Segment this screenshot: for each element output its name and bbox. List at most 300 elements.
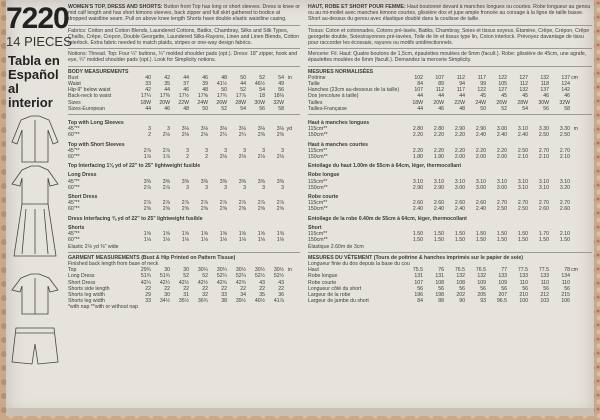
cell-value: 2⅝ [143,206,151,213]
cell-value: 42 [145,87,151,94]
cell-value: 2.20 [412,147,423,154]
cell-value: 3 [224,147,227,154]
cell-value: 36¾ [197,298,208,305]
cell-value: 1.50 [496,231,507,238]
cell-value: 2⅞ [162,184,170,191]
cell-value: 1.50 [433,237,444,244]
cell-value: 109 [477,279,486,286]
cell-value: 3⅜ [276,178,284,185]
cell-value: 30W [538,99,549,106]
cell-value: 124 [561,81,570,88]
cell-value: 2.70 [538,200,549,207]
cell-value: 51¾ [140,273,151,280]
cell-value: 1⅝ [238,231,246,238]
cell-value: 2⅛ [276,154,284,161]
cell-value: 76.5 [475,267,486,274]
cell-value: 99 [480,81,486,88]
cell-value: 45 [480,93,486,100]
envelope-edge [6,408,594,416]
cell-value: 2.40 [454,206,465,213]
row-label: Tailles [308,99,323,106]
cell-value: 2.70 [496,200,507,207]
row-label: Shorts leg width [68,291,105,298]
cell-value: 2⅝ [200,206,208,213]
cell-value: 3 [224,184,227,191]
cell-value: 22 [278,285,284,292]
cell-value: 1⅞ [143,154,151,161]
cell-value: 2.20 [475,147,486,154]
cell-value: 46 [564,93,570,100]
cell-value: 30½ [273,267,284,274]
cell-value: 117 [456,87,465,94]
cell-value: 3.10 [517,178,528,185]
cell-value: 133 [519,273,528,280]
cell-value: 43 [278,279,284,286]
cell-value: 3.00 [454,184,465,191]
cell-value: 2⅛ [181,132,189,139]
cell-value: 2.40 [433,206,444,213]
cell-value: 2⅛ [238,154,246,161]
cell-value: 45 [522,93,528,100]
cell-value: 42 [164,74,170,81]
cell-value: 1.50 [559,237,570,244]
cell-value: 44 [417,93,423,100]
cell-value: 107 [414,87,423,94]
cell-value: 56 [278,87,284,94]
cell-value: 56 [480,285,486,292]
cell-value: 3⅜ [162,178,170,185]
cell-value: 215 [561,291,570,298]
cell-value: 2⅞ [181,200,189,207]
cell-value: 3.10 [475,178,486,185]
cell-value: 50 [240,74,246,81]
cell-value: 41½ [216,81,227,88]
cell-value: 44 [240,81,246,88]
row-label: 115cm** [308,231,328,238]
cell-value: 17½ [178,93,189,100]
cell-value: 107 [414,279,423,286]
cell-value: 2.20 [412,132,423,139]
cell-value: 52¼ [235,273,246,280]
cell-value: 2.20 [433,132,444,139]
cell-value: 2.40 [517,132,528,139]
cell-value: 40½ [254,298,265,305]
cell-value: 50 [202,105,208,112]
row-label: Tailles-Française [308,105,347,112]
cell-value: 3 [205,147,208,154]
cell-value: 3⅜ [257,178,265,185]
cell-value: 3 [205,184,208,191]
cell-value: 100 [519,298,528,305]
section-title: Robe courte [308,194,339,201]
cell-value: 3.00 [496,184,507,191]
cell-value: 2⅞ [200,200,208,207]
cell-value: 102 [414,74,423,81]
cell-value: 30W [254,99,265,106]
cell-value: 3⅛ [200,126,208,133]
cell-value [570,237,578,243]
cell-value: 2⅝ [162,206,170,213]
section-title: Entoilage de la robe 0.40m de 55cm à 64cm, léger, thermocollant [308,215,467,222]
row-label: 150cm** [308,184,328,191]
cell-value: 30¼ [197,267,208,274]
cell-value [570,185,578,191]
french-measurements-label: MESURES NORMALISÉES [308,68,374,75]
cell-value: 52 [202,273,208,280]
shorts-drawing [12,328,58,364]
cell-value: 17¾ [216,93,227,100]
row-label: Largeur de la robe [308,291,351,298]
cell-value: 58 [278,105,284,112]
garment-line-drawings [6,112,64,412]
table-row [68,206,300,212]
table-row [308,132,592,138]
cell-value: 2⅝ [238,206,246,213]
cell-value: 22 [221,285,227,292]
cell-value: 1⅝ [219,231,227,238]
french-garment-table [308,267,592,304]
row-label: Sizes [68,99,81,106]
cell-value: 2.50 [538,132,549,139]
cell-value: 2.90 [433,184,444,191]
cell-value: 1.50 [475,231,486,238]
cell-value: 3⅛ [181,126,189,133]
cell-value: 3⅛ [257,126,265,133]
cell-value: 2.50 [496,206,507,213]
cell-value: 3 [281,184,284,191]
cell-value: 1.50 [496,237,507,244]
row-label: Robe courte [308,279,337,286]
cell-value: 107 [435,74,444,81]
cell-value: 32W [273,99,284,106]
cell-value: 1⅛ [143,237,151,244]
dress-drawing [12,166,58,256]
row-label: 115cm** [308,147,328,154]
cell-value: 2⅞ [162,200,170,207]
cell-value: 3.10 [559,178,570,185]
cell-value: 2⅜ [257,132,265,139]
cell-value: 22 [183,285,189,292]
section-title: Top with Short Sleeves [68,141,125,148]
cell-value: 96.5 [496,298,507,305]
cell-value: 2.50 [559,132,570,139]
cell-value: 2.60 [538,206,549,213]
row-label: 60"** [68,132,80,139]
cell-value: 52 [183,273,189,280]
cell-value: 196 [414,291,423,298]
cell-value: yd [286,126,292,133]
row-label: Waist [68,81,81,88]
cell-value: 2.00 [454,154,465,161]
cell-value: 22 [164,285,170,292]
section-title: Short Dress [68,194,98,201]
cell-value: 35 [164,81,170,88]
short-top-drawing [12,274,58,314]
cell-value: 2.80 [412,126,423,133]
cell-value: 88 [438,298,444,305]
cell-value: m [573,126,578,133]
cell-value: 2.10 [559,231,570,238]
row-label: 150cm** [308,132,328,139]
cell-value: 2.60 [433,200,444,207]
cell-value: 3 [148,126,151,133]
cell-value: 132 [477,273,486,280]
cell-value: 133 [498,273,507,280]
cell-value: 46 [543,93,549,100]
cell-value: 2.00 [496,154,507,161]
cell-value: 22 [145,285,151,292]
cell-value: 54 [259,87,265,94]
cell-value [284,237,292,243]
row-label: Dos (encolure à taille) [308,93,359,100]
row-label: 150cm** [308,154,328,161]
cell-value: 3⅜ [181,178,189,185]
pattern-envelope-back [6,0,594,416]
cell-value: 94 [459,81,465,88]
cell-value: 44 [145,105,151,112]
cell-value: 2⅝ [257,206,265,213]
cell-value: 118 [540,81,549,88]
row-label: Longueur côté du short [308,285,362,292]
cell-value: 3.10 [412,178,423,185]
row-label: Shorts side length [68,285,110,292]
cell-value: 56 [459,285,465,292]
section-title: Top with Long Sleeves [68,120,124,127]
cell-value: 3⅜ [238,178,246,185]
cell-value: in [287,267,292,274]
row-label: Top [68,267,77,274]
cell-value: cm [571,74,578,81]
cell-value: 105 [498,81,507,88]
english-notions: Notions: Thread. Top: Four ¼" buttons, ¼" molded shoulder pads (opt.). Dress: 18" zipper, hook and eye, ¼" molded shoulder pads (opt.). Look for Simplicity notions. [68,51,298,64]
cell-value: 132 [519,87,528,94]
cell-value: 3⅜ [143,178,151,185]
cell-value: 3 [167,126,170,133]
cell-value: 103 [540,298,549,305]
row-label: Hanches (23cm au-dessous de la taille) [308,87,400,94]
row-label: 45"** [68,147,80,154]
cell-value: 1.50 [454,237,465,244]
row-label: Largeur de jambe du short [308,298,369,305]
french-description: HAUT, ROBE ET SHORT POUR FEMME: Haut boutonné devant à manches longues ou courtes. Robe longueur au genou ou au mi-mollet avec manches kimono courtes, glissière dos et jupe ample froncée au corsage à la ligne de taille basse. Short au-dessus du genou avec élastique doublé dans la coulisse de taille. [308,4,591,23]
cell-value: 30 [164,291,170,298]
table-row [308,106,592,112]
cell-value: 2.20 [433,147,444,154]
cell-value: 18⅛ [273,93,284,100]
cell-value: 1⅛ [200,237,208,244]
cell-value: 1.50 [412,231,423,238]
section-title: Entoilage du haut 1.00m de 55cm à 64cm, léger, thermocollant [308,163,462,170]
cell-value: 38 [221,298,227,305]
cell-value: 26W [496,99,507,106]
cell-value: 3.30 [538,126,549,133]
cell-value: 2.40 [475,132,486,139]
cell-value: 2⅝ [276,206,284,213]
cell-value: 3⅛ [276,126,284,133]
cell-value: 1⅝ [181,231,189,238]
cell-value: 2⅞ [162,147,170,154]
cell-value: 49 [278,81,284,88]
cell-value: 46½ [254,81,265,88]
row-label: 115cm** [308,178,328,185]
cell-value: 17⅝ [197,93,208,100]
cell-value: 3.10 [517,126,528,133]
cell-value: 3.20 [559,184,570,191]
table-row [68,106,300,112]
cell-value: 132 [456,273,465,280]
cell-value: 2⅛ [219,154,227,161]
pieces-count: 14 PIECES [6,34,72,49]
cell-value: 37 [183,81,189,88]
cell-value: 76.5 [454,267,465,274]
cell-value: 3⅜ [200,178,208,185]
cell-value: 3⅛ [238,126,246,133]
french-yardage-table [308,117,592,243]
cell-value: 39 [202,81,208,88]
cell-value: 109 [498,279,507,286]
cell-value: 3.10 [538,178,549,185]
cell-value: 2.60 [559,206,570,213]
cell-value: 1⅝ [200,231,208,238]
row-label: Taille [308,81,320,88]
cell-value: 24W [475,99,486,106]
cell-value: 2.10 [559,154,570,161]
cell-value: 39½ [235,298,246,305]
cell-value: 35 [259,291,265,298]
cell-value: 22W [454,99,465,106]
cell-value: 30¼ [216,267,227,274]
english-measure-table [68,75,300,112]
cell-value [570,298,578,304]
row-label: 150cm** [308,237,328,244]
cell-value: 2.70 [538,147,549,154]
cell-value: 50 [221,87,227,94]
english-fabrics: Fabrics: Cotton and Cotton Blends, Laundered Cottons, Batiks, Chambray, Silks and Silk Types, Challis, Crêpe, Crepon, Double Georgette, Laundered Silks-Rayons, Linen and Linen Blends, Cotton Interlock. Extra fabric needed to match plaids, stripes or one-way design fabrics. [68,27,299,47]
cell-value: 212 [540,291,549,298]
cell-value: 2.40 [412,206,423,213]
cell-value: 2.90 [454,126,465,133]
row-label: Poitrine [308,74,326,81]
section-title: Dress Interfacing ⅜ yd of 22" to 25" lightweight fusible [68,215,203,222]
section-title: Haut à manches longues [308,120,370,127]
cell-value: 32W [559,99,570,106]
section-title: Short [308,224,322,231]
cell-value: 2⅞ [238,200,246,207]
cell-value: 2.10 [538,154,549,161]
cell-value: 54 [522,105,528,112]
cell-value: 2 [148,132,151,139]
cell-value: 2 [186,154,189,161]
cell-value: 2⅝ [181,206,189,213]
cell-value: 133 [540,273,549,280]
table-row [308,154,592,160]
cell-value: 18W [412,99,423,106]
cell-value: 52 [221,105,227,112]
cell-value [284,132,292,138]
cell-value: 1⅝ [276,231,284,238]
cell-value: 3.10 [496,178,507,185]
cell-value: 84 [417,298,423,305]
cell-value: 32 [202,291,208,298]
cell-value: 2.50 [517,206,528,213]
cell-value: 3.10 [517,184,528,191]
cell-value: 127 [519,74,528,81]
cell-value: 17¼ [140,93,151,100]
cell-value: 112 [519,81,528,88]
cell-value: 2.70 [559,147,570,154]
cell-value: 20W [159,99,170,106]
row-label: Back-neck to waist [68,93,112,100]
english-garment-title: GARMENT MEASUREMENTS (Bust & Hip Printed on Pattern Tissue) [68,254,236,261]
cell-value: 42¾ [216,279,227,286]
cell-value: 1⅞ [162,154,170,161]
french-garment-sub: Longueur finie du dos depuis la base du cou [308,260,410,267]
cell-value: 2⅞ [143,147,151,154]
english-garment-sub: Finished back length from base of neck [68,260,159,267]
cell-value: 18 [259,93,265,100]
cell-value: 2¼ [238,132,246,139]
cell-value: 1⅛ [162,237,170,244]
cell-value: 3 [262,184,265,191]
row-label: 60"** [68,184,80,191]
cell-value: 22 [202,285,208,292]
cell-value: 34½ [159,298,170,305]
cell-value: 3 [281,147,284,154]
cell-value: 2.00 [475,154,486,161]
cell-value: 56 [543,105,549,112]
cell-value: 1⅛ [181,237,189,244]
cell-value: 56 [501,285,507,292]
cell-value: 2.70 [517,200,528,207]
cell-value: 1.50 [538,237,549,244]
cell-value: 132 [540,74,549,81]
cell-value: 52¼ [216,273,227,280]
row-label: Short Dress [68,279,96,286]
cell-value [284,298,292,304]
cell-value: 205 [477,291,486,298]
cell-value: 2⅞ [143,200,151,207]
row-label: Sizes-European [68,105,105,112]
row-label: Shorts leg width [68,298,105,305]
cell-value: 24W [197,99,208,106]
cell-value: 29 [145,291,151,298]
cell-value: 42¼ [140,279,151,286]
cell-value: 2⅞ [276,200,284,207]
cell-value: 3.10 [538,184,549,191]
cell-value: 48 [221,74,227,81]
cell-value: 2.50 [517,147,528,154]
cell-value: 2.90 [412,184,423,191]
cell-value: 52½ [254,273,265,280]
cell-value: 52½ [273,273,284,280]
english-measurements-label: BODY MEASUREMENTS [68,68,129,75]
cell-value: 31 [183,291,189,298]
cell-value: 1⅝ [162,231,170,238]
french-fabrics: Tissus: Coton et cotonnades, Cotons pré-lavés, Batiks, Chambray, Soies et tissus soyeux, Étamine, Crêpe, Crépon, Crêpe georgette double, Soies/rayonnes pré-lavées, Toile de lin et tissus type lin, Coton interlock. Prévoyez davantage de tissu pour raccorder les écossais, rayures ou motifs unidirectionnels. [308,27,590,47]
cell-value: 52 [501,105,507,112]
row-label: 115cm** [308,200,328,207]
cell-value: 2 [205,154,208,161]
french-garment-title: MESURES DU VÊTEMENT (Tours de poitrine & hanches imprimés sur le papier de soie) [308,254,523,261]
row-label: 45"** [68,231,80,238]
english-description: WOMEN'S TOP, DRESS AND SHORTS: Button front Top has long or short sleeves. Dress is knee or mid calf length and has short kimono sleeves, back zipper and full skirt gathered to bodice at dropped waistline seam. Pull on above knee length Shorts have double elastic waistline casing. [68,4,300,23]
cell-value: 1.50 [454,231,465,238]
row-label: 60"** [68,206,80,213]
cell-value: 3⅛ [219,126,227,133]
cell-value: 3.10 [433,178,444,185]
cell-value: 127 [498,87,507,94]
cell-value: 77.5 [538,267,549,274]
